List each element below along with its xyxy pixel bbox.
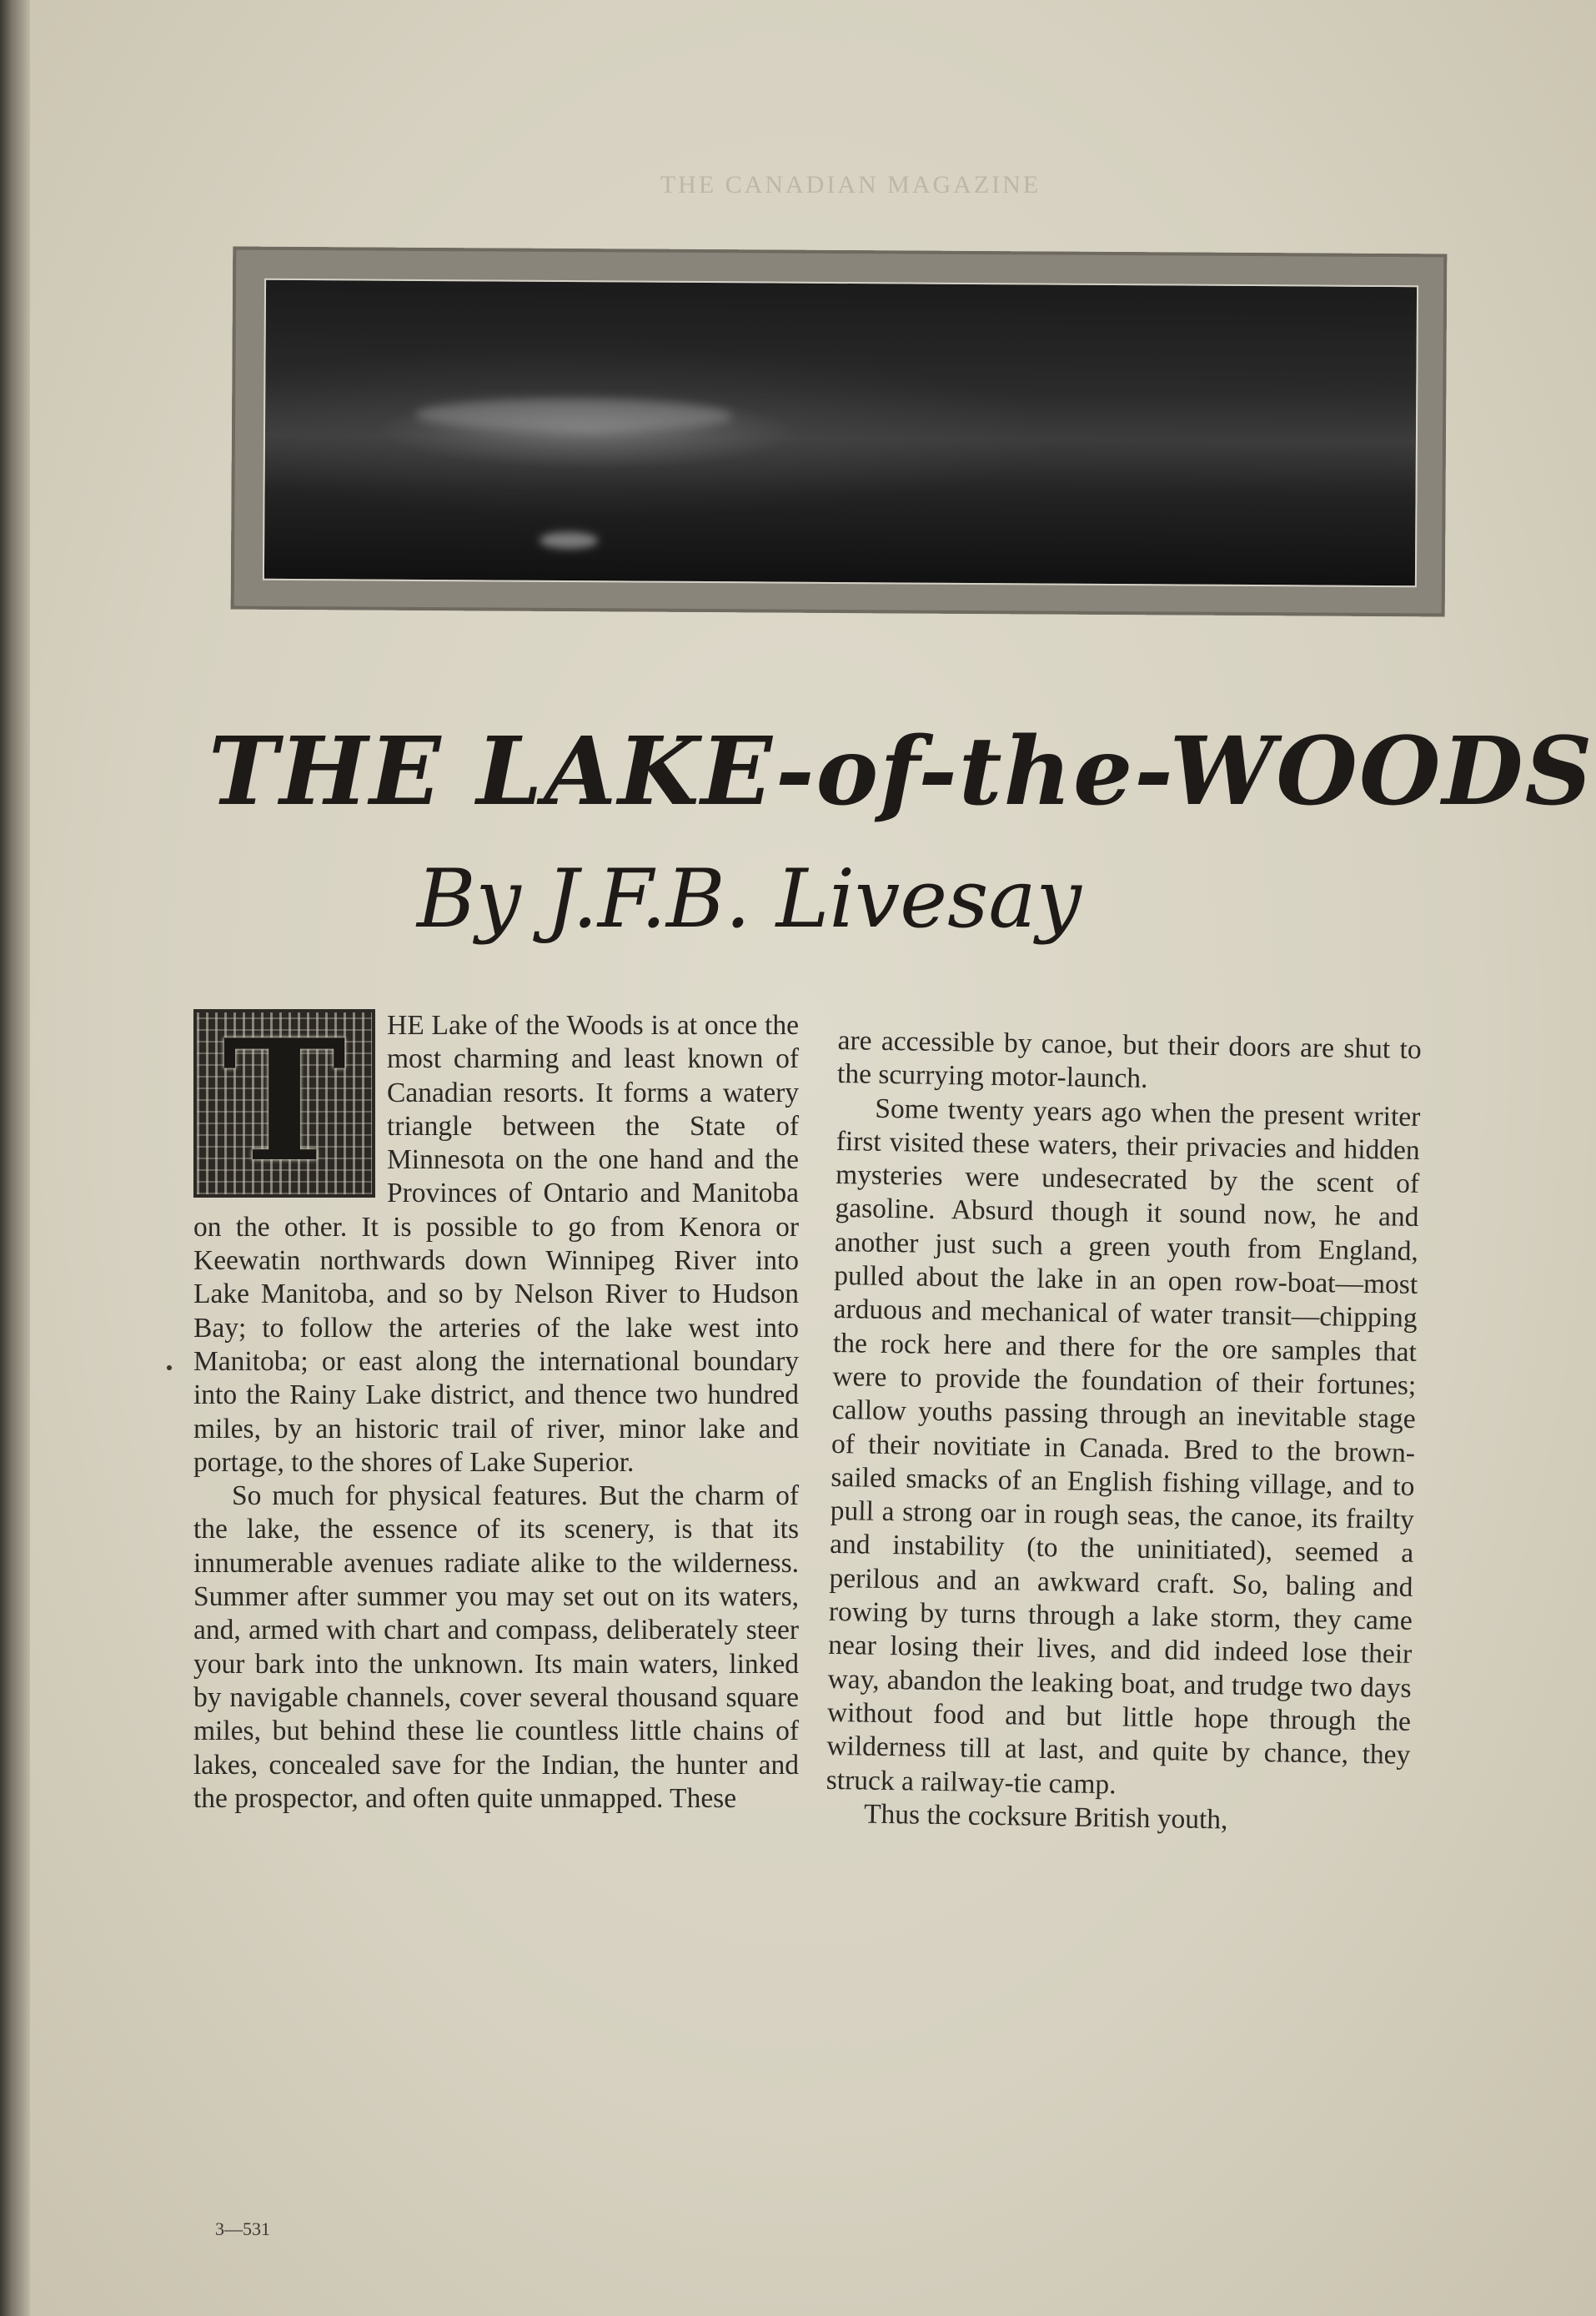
ink-blemish (167, 1365, 172, 1370)
paragraph: Some twenty years ago when the present writer first visited these waters, their privacies and hidden mysteries were undesecrated by the scent of gasoline. Absurd though it sound now, he and another just such a green youth from England, pulled about the lake in an open row-boat—most arduous and mechanical of water transit—chipping the rock here and there for the ore samples that were to provide the foundation of their fortunes; callow youths passing through an inevitable stage of their novitiate in Canada. Bred to the brown-sailed smacks of an English fishing village, and to pull a strong oar in rough seas, the canoe, its frailty and instability (to the uninitiated), seemed a perilous and an awkward craft. So, baling and rowing by turns through a lake storm, they came near losing their lives, and did indeed lose their way, abandon the leaking boat, and trudge two days without food and but little hope through the wilderness till at last, and quite by chance, they struck a railway-tie camp. (826, 1093, 1421, 1800)
lake-sunset-photograph (263, 279, 1418, 587)
article-title: THE LAKE-of-the-WOODS (208, 717, 1594, 826)
paragraph: So much for physical features. But the charm of the lake, the essence of its scenery, is that its innumerable avenues radiate alike to the wilderness. Summer after summer you may set out on its waters, and, armed with chart and compass, deliberately steer your bark into the unknown. Its main waters, linked by navigable channels, cover several thousand square miles, but behind these lie countless little chains of lakes, concealed save for the Indian, the hunter and the prospector, and often quite unmapped. These (193, 1480, 799, 1814)
article-byline: By J.F.B. Livesay (417, 852, 1082, 946)
paragraph: Thus the cocksure British youth, (863, 1798, 1228, 1836)
dropcap-letter: T (222, 1003, 347, 1199)
right-column (826, 1024, 1422, 1840)
paragraph: HE Lake of the Woods is at once the most charming and least known of Canadian resorts. It forms a watery triangle between the State of Minnesota on the one hand and the Provinces of Ontario and Manitoba on the other. It is possible to go from Kenora or Keewatin northwards down Winnipeg River into Lake Manitoba, and so by Nelson River to Hudson Bay; to follow the arteries of the lake west into Manitoba; or east along the international boundary into the Rainy Lake district, and thence two hundred miles, by an historic trail of river, minor lake and portage, to the shores of Lake Superior. (193, 1010, 799, 1478)
photo-cloud (415, 398, 732, 433)
photo-sun-reflection (540, 532, 598, 549)
decorative-dropcap (193, 1003, 375, 1199)
lake-photograph-frame (231, 247, 1448, 617)
book-spine-shadow (0, 0, 30, 2316)
paragraph: are accessible by canoe, but their doors are shut to the scurrying motor-launch. (836, 1024, 1422, 1095)
left-column (193, 1003, 799, 1816)
running-head: THE CANADIAN MAGAZINE (660, 171, 1041, 198)
page-number: 3—531 (215, 2218, 270, 2239)
